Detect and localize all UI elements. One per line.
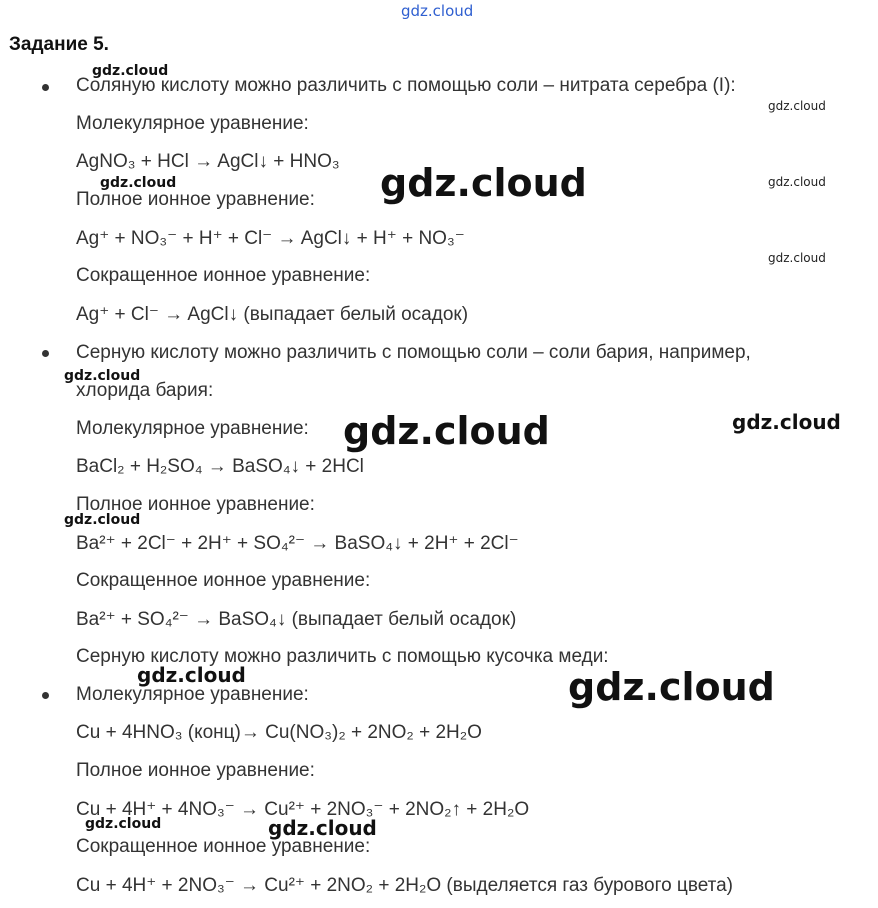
watermark: gdz.cloud	[92, 63, 169, 79]
watermark: gdz.cloud	[768, 251, 826, 265]
text-line: Полное ионное уравнение:	[76, 189, 315, 210]
watermark: gdz.cloud	[768, 175, 826, 189]
equation-line: BaCl₂ + H₂SO₄ → BaSO₄↓ + 2HCl	[76, 456, 364, 477]
equation-line: Cu + 4HNO₃ (конц)→ Cu(NO₃)₂ + 2NO₂ + 2H₂O	[76, 722, 482, 743]
equation-line: Ag⁺ + Cl⁻ → AgCl↓ (выпадает белый осадок)	[76, 304, 469, 325]
text-line: Сокращенное ионное уравнение:	[76, 570, 371, 591]
text-line: Соляную кислоту можно различить с помощью соли – нитрата серебра (I):	[76, 75, 736, 96]
watermark: gdz.cloud	[85, 816, 162, 832]
text-line: Сокращенное ионное уравнение:	[76, 265, 371, 286]
text-line: хлорида бария:	[76, 380, 214, 401]
watermark: gdz.cloud	[64, 368, 141, 384]
text-line: Молекулярное уравнение:	[76, 684, 309, 705]
equation-line: Ba²⁺ + SO₄²⁻ → BaSO₄↓ (выпадает белый осадок)	[76, 609, 517, 630]
text-line: Молекулярное уравнение:	[76, 418, 309, 439]
watermark-big: gdz.cloud	[343, 409, 550, 453]
watermark-big: gdz.cloud	[568, 665, 775, 709]
watermark: gdz.cloud	[268, 816, 377, 840]
text-line: Полное ионное уравнение:	[76, 760, 315, 781]
watermark: gdz.cloud	[732, 410, 841, 434]
equation-line: Cu + 4H⁺ + 2NO₃⁻ → Cu²⁺ + 2NO₂ + 2H₂O (выделяется газ бурового цвета)	[76, 875, 734, 896]
watermark: gdz.cloud	[137, 663, 246, 687]
watermark-header: gdz.cloud	[401, 2, 474, 20]
watermark-big: gdz.cloud	[380, 161, 587, 205]
watermark: gdz.cloud	[768, 99, 826, 113]
text-line: Серную кислоту можно различить с помощью кусочка меди:	[76, 646, 609, 667]
equation-line: Ag⁺ + NO₃⁻ + H⁺ + Cl⁻ → AgCl↓ + H⁺ + NO₃⁻	[76, 228, 465, 249]
bullet-3	[42, 692, 49, 699]
task-title: Задание 5.	[9, 34, 109, 55]
text-line: Сокращенное ионное уравнение:	[76, 836, 371, 857]
equation-line: Ba²⁺ + 2Cl⁻ + 2H⁺ + SO₄²⁻ → BaSO₄↓ + 2H⁺ + 2Cl⁻	[76, 533, 519, 554]
text-line: Серную кислоту можно различить с помощью соли – соли бария, например,	[76, 342, 751, 363]
watermark: gdz.cloud	[64, 512, 141, 528]
equation-line: AgNO₃ + HCl → AgCl↓ + HNO₃	[76, 151, 340, 172]
text-line: Молекулярное уравнение:	[76, 113, 309, 134]
text-line: Полное ионное уравнение:	[76, 494, 315, 515]
bullet-1	[42, 84, 49, 91]
watermark: gdz.cloud	[100, 175, 177, 191]
equation-line: Cu + 4H⁺ + 4NO₃⁻ → Cu²⁺ + 2NO₃⁻ + 2NO₂↑ + 2H₂O	[76, 799, 530, 820]
bullet-2	[42, 350, 49, 357]
